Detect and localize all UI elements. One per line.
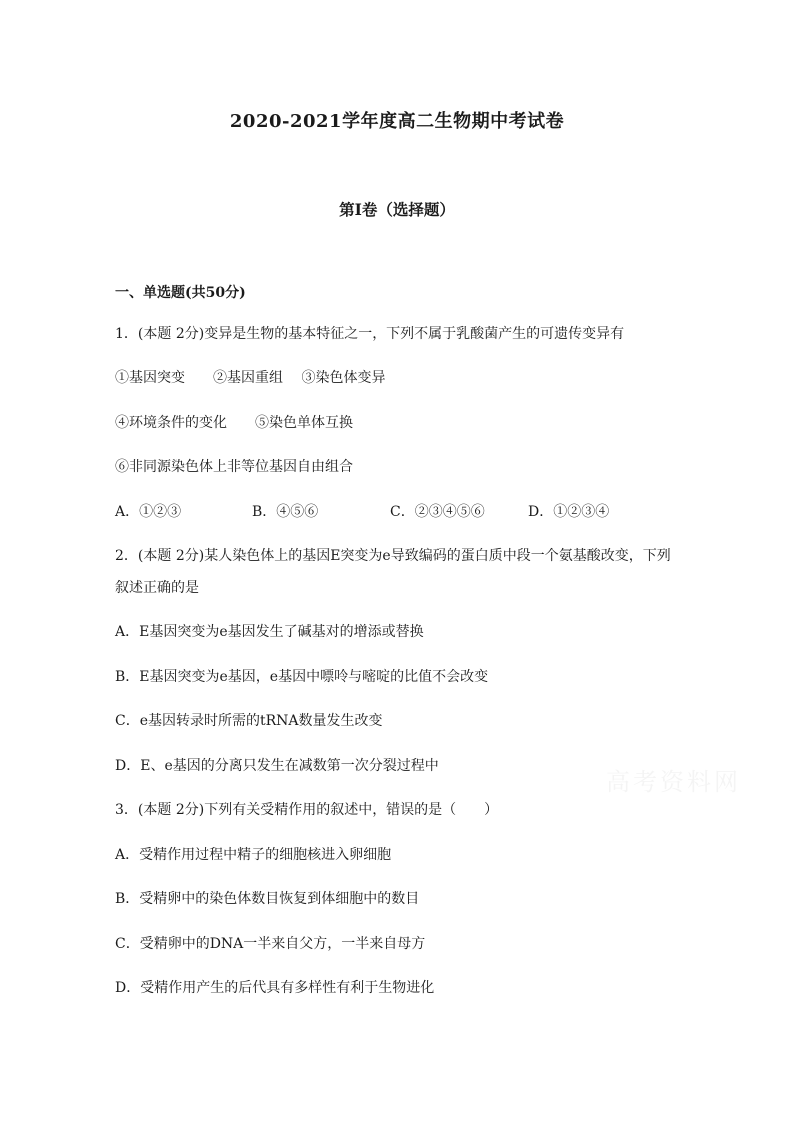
question-1-option-d: D．①②③④ <box>528 504 610 520</box>
question-1-stem: 1．(本题 2分)变异是生物的基本特征之一，下列不属于乳酸菌产生的可遗传变异有 <box>115 326 625 342</box>
question-1-option-c: C．②③④⑤⑥ <box>390 504 485 520</box>
question-2-stem-line-1: 2．(本题 2分)某人染色体上的基因E突变为e导致编码的蛋白质中段一个氨基酸改变，下列 <box>115 548 671 564</box>
question-3-stem: 3．(本题 2分)下列有关受精作用的叙述中，错误的是（ ） <box>115 802 499 818</box>
question-1-option-b: B．④⑤⑥ <box>252 504 319 520</box>
question-1-option-a: A．①②③ <box>115 504 182 520</box>
question-3-option-b: B．受精卵中的染色体数目恢复到体细胞中的数目 <box>115 891 420 907</box>
question-3-option-c: C．受精卵中的DNA一半来自父方，一半来自母方 <box>115 936 426 952</box>
watermark: 高考资料网 <box>606 768 741 796</box>
document-title: 2020-2021学年度高二生物期中考试卷 <box>229 111 565 132</box>
question-3-option-d: D．受精作用产生的后代具有多样性有利于生物进化 <box>115 980 435 996</box>
question-2-option-b: B．E基因突变为e基因，e基因中嘌呤与嘧啶的比值不会改变 <box>115 669 489 685</box>
volume-title: 第I卷（选择题） <box>339 200 455 219</box>
question-2-option-d: D．E、e基因的分离只发生在减数第一次分裂过程中 <box>115 758 439 774</box>
question-2-option-c: C．e基因转录时所需的tRNA数量发生改变 <box>115 713 383 729</box>
section-heading: 一、单选题(共50分) <box>115 285 246 301</box>
question-1-items-line-2: ④环境条件的变化 ⑤染色单体互换 <box>115 415 353 431</box>
question-3-option-a: A．受精作用过程中精子的细胞核进入卵细胞 <box>115 847 392 863</box>
question-1-items-line-3: ⑥非同源染色体上非等位基因自由组合 <box>115 459 353 475</box>
question-2-stem-line-2: 叙述正确的是 <box>115 580 199 596</box>
question-2-option-a: A．E基因突变为e基因发生了碱基对的增添或替换 <box>115 624 424 640</box>
question-1-items-line-1: ①基因突变 ②基因重组 ③染色体变异 <box>115 370 386 386</box>
